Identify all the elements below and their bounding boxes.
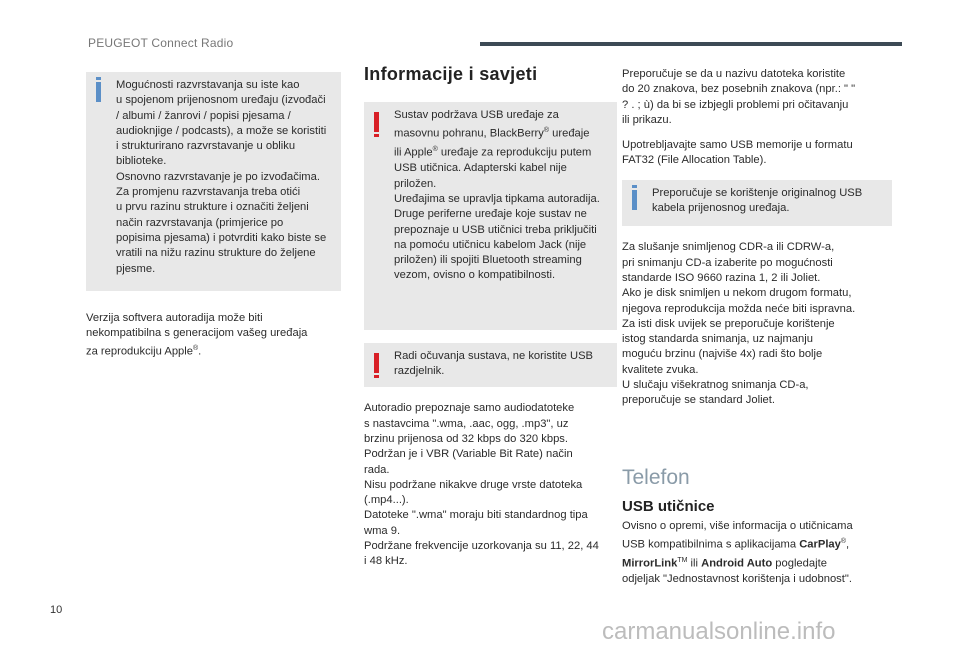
info-note-cable-text: Preporučuje se korištenje originalnog USB kabela prijenosnog uređaja. [652, 186, 863, 215]
warning-note-hub [364, 343, 617, 388]
left-column [86, 72, 341, 360]
registered-mark: ® [840, 538, 847, 546]
warning-text-part1: Sustav podržava USB uređaje za masovnu pohranu, BlackBerry [394, 109, 559, 141]
registered-mark: ® [543, 127, 550, 135]
warning-text-part2: uređaje ili Apple [394, 128, 590, 160]
warning-icon [374, 112, 379, 132]
middle-column [364, 102, 617, 570]
fat32-paragraph: Upotrebljavajte samo USB memorije u formatu FAT32 (File Allocation Table). [622, 139, 853, 167]
registered-mark: ® [432, 146, 438, 154]
usb-apps-text-3: ili [687, 558, 702, 571]
carplay-label: CarPlay [799, 539, 841, 552]
section-heading-info: Informacije i savjeti [364, 64, 538, 84]
mirrorlink-label: MirrorLink [622, 558, 678, 571]
registered-mark: ® [192, 345, 199, 353]
warning-note-hub-text: Radi očuvanja sustava, ne koristite USB razdjelnik. [394, 349, 593, 378]
apple-compat-paragraph [86, 311, 341, 361]
apple-compat-end: . [198, 346, 202, 359]
right-column [622, 67, 892, 409]
filename-paragraph: Preporučuje se da u nazivu datoteka koristite do 20 znakova, bez posebnih znakova (npr.: " " ? . ; ù) da bi se izbjegli problemi pri očitavanju ili prikazu. [622, 68, 856, 126]
warning-icon [374, 353, 379, 373]
trademark-mark: TM [677, 557, 688, 565]
cd-paragraph: Za slušanje snimljenog CDR-a ili CDRW-a, pri snimanju CD-a izaberite po mogućnosti standarde ISO 9660 razina 1, 2 ili Joliet. Ako je disk snimljen u nekom drugom formatu, njegova reprodukcija možda neće biti ispravna. Za isti disk uvijek se preporučuje korištenje istog standarda snimanja, uz najmanju moguću brzinu (najviše 4x) radi što bolje kvalitete zvuka. U slučaju višekratnog snimanja CD-a, preporučuje se standard Joliet. [622, 241, 856, 407]
warning-note-usb-text [364, 108, 617, 284]
usb-apps-text-4: pogledajte odjeljak "Jednostavnost korištenja i udobnost". [622, 558, 852, 586]
warning-note-usb [364, 102, 617, 330]
apple-compat-text: Verzija softvera autoradija može biti nekompatibilna s generacijom vašeg uređaja za reprodukciju Apple [86, 311, 308, 359]
watermark: carmanualsonline.info [602, 618, 836, 645]
info-note-sorting [86, 72, 341, 291]
usb-apps-text-1: Ovisno o opremi, više informacija o utičnicama USB kompatibilnima s aplikacijama [622, 520, 853, 552]
warning-text-part3: uređaje za reprodukciju putem USB utičnica. Adapterski kabel nije priložen. Uređajima se upravlja tipkama autoradija. Druge periferne uređaje koje sustav ne prepoznaje u USB utičnici treba priključiti na pomoću utičnicu kabelom Jack (nije priložen) ili spojiti Bluetooth streaming vezom, ovisno o kompatibilnosti. [394, 147, 600, 282]
audio-formats-paragraph: Autoradio prepoznaje samo audiodatoteke s nastavcima ".wma, .aac, ogg, .mp3", uz brzinu prijenosa od 32 kbps do 320 kbps. Podržan je i VBR (Variable Bit Rate) način rada. Nisu podržane nikakve druge vrste datoteka (.mp4...). Datoteke ".wma" moraju biti standardnog tipa wma 9. Podržane frekvencije uzorkovanja su 11, 22, 44 i 48 kHz. [364, 402, 599, 568]
info-note-sorting-text: Mogućnosti razvrstavanja su iste kao u spojenom prijenosnom uređaju (izvođači / albumi / žanrovi / popisi pjesama / audioknjige / podcasts), a može se koristiti i strukturirano razvrstavanje u obliku biblioteke. Osnovno razvrstavanje je po izvođačima. Za promjenu razvrstavanja treba otići u prvu razinu strukture i označiti željeni način razvrstavanja (primjerice po popisima pjesama) i potvrditi kako biste se vratili na nižu razinu strukture do željene pjesme. [116, 79, 327, 275]
android-auto-label: Android Auto [701, 558, 773, 571]
info-note-cable [622, 180, 892, 227]
header-divider [480, 42, 902, 46]
subsection-heading-usb: USB utičnice [622, 498, 715, 515]
section-heading-phone: Telefon [622, 466, 690, 489]
info-icon [96, 82, 101, 102]
usb-apps-paragraph [622, 519, 897, 588]
usb-apps-text-2: , [846, 539, 850, 552]
info-icon [632, 190, 637, 210]
page-number: 10 [50, 604, 63, 616]
header-title: PEUGEOT Connect Radio [88, 36, 234, 50]
